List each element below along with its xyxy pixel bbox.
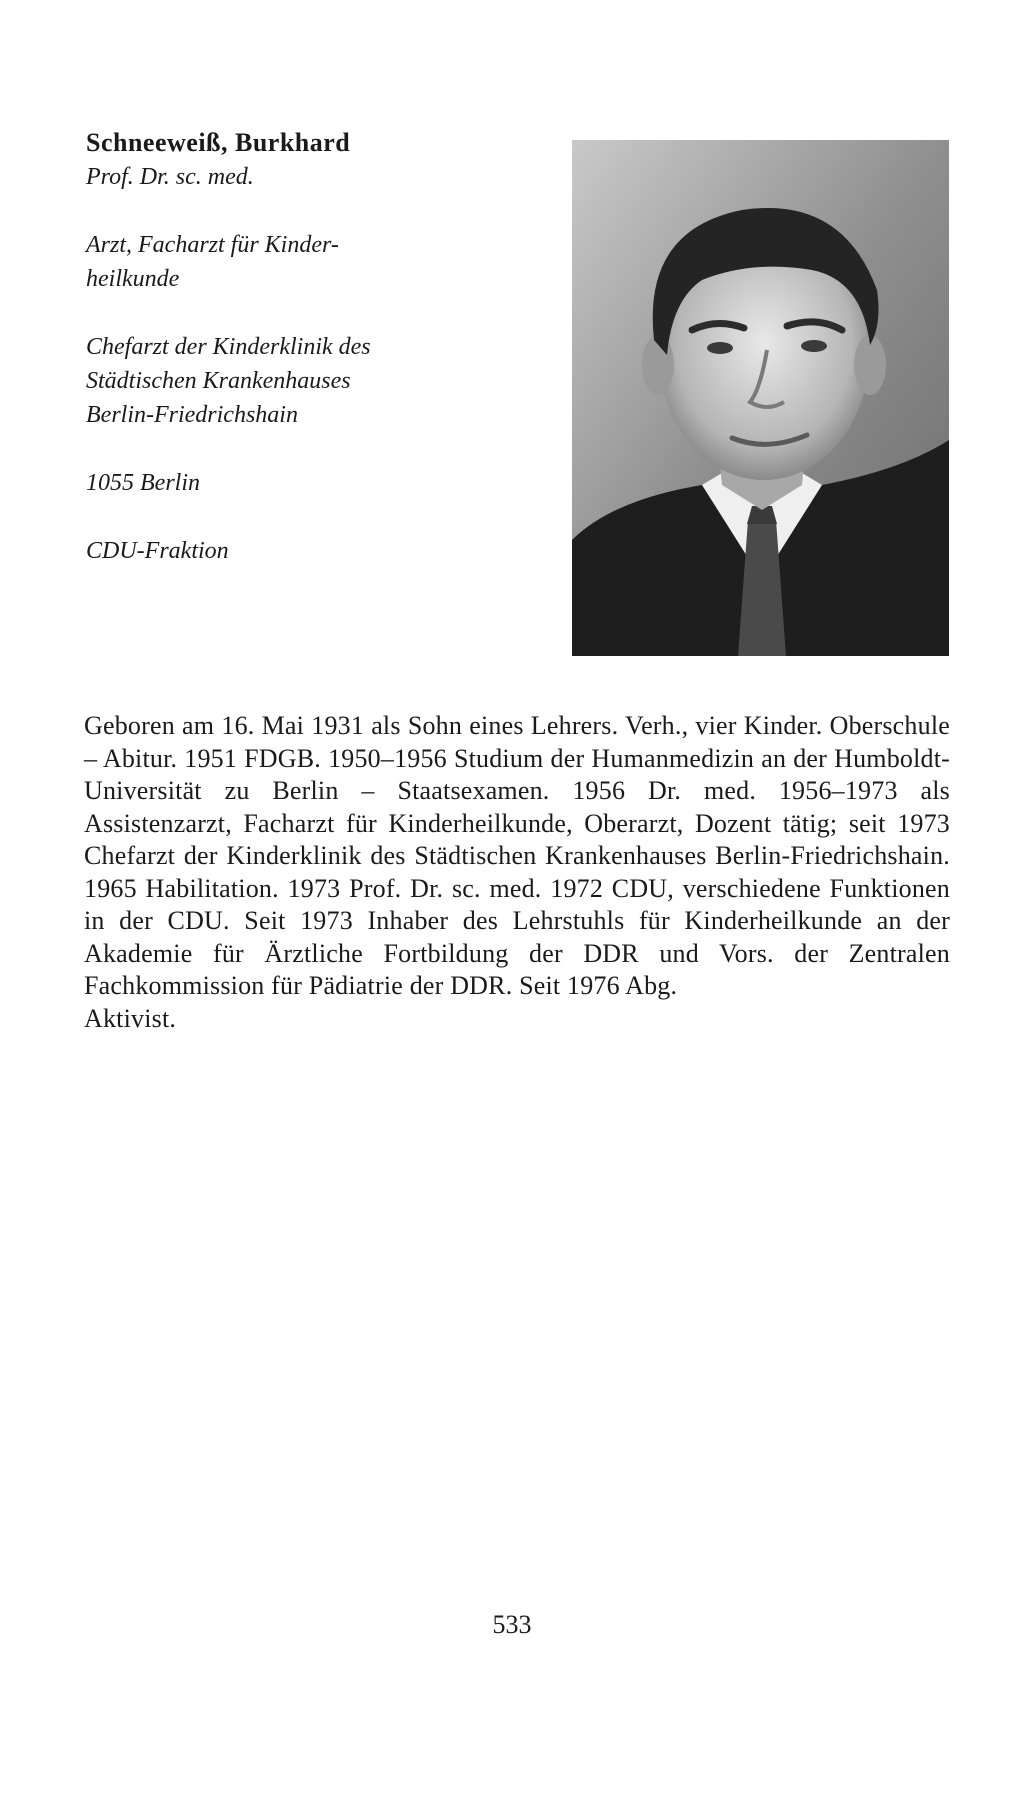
academic-title: Prof. Dr. sc. med. xyxy=(86,164,254,190)
profession-line-2: heilkunde xyxy=(86,266,180,292)
entry-header xyxy=(86,126,546,568)
position-line-3: Berlin-Friedrichshain xyxy=(86,402,298,428)
position-line-1: Chefarzt der Kinderklinik des xyxy=(86,334,371,360)
faction: CDU-Fraktion xyxy=(86,538,229,564)
portrait-photo xyxy=(572,140,949,656)
biography-text: Geboren am 16. Mai 1931 als Sohn eines Lehrers. Verh., vier Kinder. Oberschule – Abitur. 1951 FDGB. 1950–1956 Studium der Humanmedizin an der Humboldt-Universität zu Berlin – Staatsexamen. 1956 Dr. med. 1956–1973 als Assistenzarzt, Facharzt für Kinderheilkunde, Oberarzt, Dozent tätig; seit 1973 Chefarzt der Kinderklinik des Städtischen Krankenhauses Berlin-Friedrichshain. 1965 Habilitation. 1973 Prof. Dr. sc. med. 1972 CDU, verschiedene Funktionen in der CDU. Seit 1973 Inhaber des Lehrstuhls für Kinderheilkunde an der Akademie für Ärztliche Fortbildung der DDR und Vors. der Zentralen Fachkommission für Pädiatrie der DDR. Seit 1976 Abg. xyxy=(84,711,950,1000)
person-name: Schneeweiß, Burkhard xyxy=(86,128,351,157)
position-line-2: Städtischen Krankenhauses xyxy=(86,368,351,394)
profession-line-1: Arzt, Facharzt für Kinder- xyxy=(86,232,339,258)
biography-closing: Aktivist. xyxy=(84,1003,177,1033)
page-number: 533 xyxy=(492,1610,532,1639)
location: 1055 Berlin xyxy=(86,470,200,496)
biography xyxy=(84,710,950,1035)
